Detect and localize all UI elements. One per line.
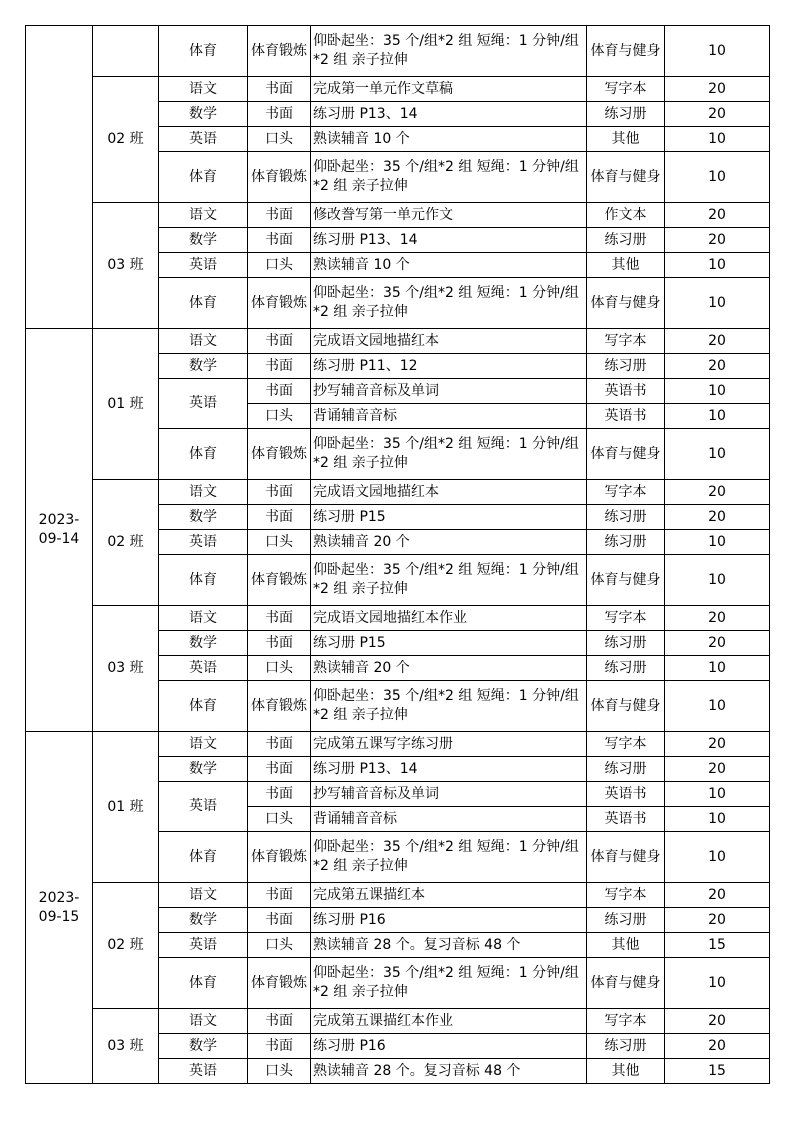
minutes-cell: 10	[665, 127, 770, 152]
minutes-cell: 20	[665, 883, 770, 908]
content-cell: 仰卧起坐：35 个/组*2 组 短绳：1 分钟/组*2 组 亲子拉伸	[311, 555, 587, 606]
type-cell: 体育锻炼	[248, 681, 311, 732]
minutes-cell: 10	[665, 379, 770, 404]
subject-cell: 体育	[159, 26, 248, 77]
type-cell: 书面	[248, 379, 311, 404]
subject-cell: 语文	[159, 203, 248, 228]
material-cell: 写字本	[587, 1009, 665, 1034]
type-cell: 书面	[248, 329, 311, 354]
type-cell: 书面	[248, 1034, 311, 1059]
minutes-cell: 20	[665, 505, 770, 530]
minutes-cell: 20	[665, 908, 770, 933]
content-cell: 背诵辅音音标	[311, 807, 587, 832]
type-cell: 口头	[248, 933, 311, 958]
table-row	[26, 77, 770, 102]
content-cell: 抄写辅音音标及单词	[311, 782, 587, 807]
material-cell: 写字本	[587, 732, 665, 757]
type-cell: 口头	[248, 127, 311, 152]
type-cell: 口头	[248, 1059, 311, 1084]
type-cell: 书面	[248, 102, 311, 127]
content-cell: 完成语文园地描红本	[311, 329, 587, 354]
content-cell: 练习册 P13、14	[311, 757, 587, 782]
subject-cell: 数学	[159, 1034, 248, 1059]
table-row	[26, 883, 770, 908]
type-cell: 书面	[248, 606, 311, 631]
material-cell: 写字本	[587, 480, 665, 505]
type-cell: 书面	[248, 908, 311, 933]
minutes-cell: 20	[665, 354, 770, 379]
subject-cell: 体育	[159, 555, 248, 606]
content-cell: 练习册 P13、14	[311, 102, 587, 127]
minutes-cell: 10	[665, 681, 770, 732]
class-cell	[93, 26, 159, 77]
date-cell	[26, 26, 93, 329]
content-cell: 仰卧起坐：35 个/组*2 组 短绳：1 分钟/组*2 组 亲子拉伸	[311, 832, 587, 883]
subject-cell: 数学	[159, 505, 248, 530]
minutes-cell: 20	[665, 1009, 770, 1034]
type-cell: 口头	[248, 656, 311, 681]
type-cell: 口头	[248, 530, 311, 555]
subject-cell: 语文	[159, 883, 248, 908]
material-cell: 练习册	[587, 505, 665, 530]
material-cell: 体育与健身	[587, 152, 665, 203]
minutes-cell: 10	[665, 782, 770, 807]
subject-cell: 英语	[159, 253, 248, 278]
material-cell: 写字本	[587, 329, 665, 354]
content-cell: 练习册 P16	[311, 1034, 587, 1059]
minutes-cell: 10	[665, 555, 770, 606]
content-cell: 仰卧起坐：35 个/组*2 组 短绳：1 分钟/组*2 组 亲子拉伸	[311, 681, 587, 732]
content-cell: 练习册 P11、12	[311, 354, 587, 379]
type-cell: 书面	[248, 883, 311, 908]
subject-cell: 语文	[159, 1009, 248, 1034]
subject-cell: 英语	[159, 1059, 248, 1084]
class-cell: 01 班	[93, 329, 159, 480]
subject-cell: 体育	[159, 958, 248, 1009]
content-cell: 熟读辅音 28 个。复习音标 48 个	[311, 933, 587, 958]
material-cell: 体育与健身	[587, 681, 665, 732]
type-cell: 书面	[248, 77, 311, 102]
content-cell: 熟读辅音 28 个。复习音标 48 个	[311, 1059, 587, 1084]
material-cell: 体育与健身	[587, 832, 665, 883]
minutes-cell: 10	[665, 807, 770, 832]
minutes-cell: 20	[665, 480, 770, 505]
minutes-cell: 20	[665, 631, 770, 656]
subject-cell: 体育	[159, 152, 248, 203]
subject-cell: 语文	[159, 77, 248, 102]
type-cell: 体育锻炼	[248, 832, 311, 883]
minutes-cell: 20	[665, 228, 770, 253]
type-cell: 书面	[248, 757, 311, 782]
material-cell: 其他	[587, 253, 665, 278]
material-cell: 练习册	[587, 757, 665, 782]
content-cell: 完成第五课描红本	[311, 883, 587, 908]
material-cell: 练习册	[587, 102, 665, 127]
material-cell: 写字本	[587, 883, 665, 908]
class-cell: 03 班	[93, 203, 159, 329]
content-cell: 仰卧起坐：35 个/组*2 组 短绳：1 分钟/组*2 组 亲子拉伸	[311, 429, 587, 480]
type-cell: 体育锻炼	[248, 555, 311, 606]
material-cell: 英语书	[587, 807, 665, 832]
subject-cell: 体育	[159, 832, 248, 883]
type-cell: 书面	[248, 782, 311, 807]
type-cell: 书面	[248, 480, 311, 505]
minutes-cell: 10	[665, 832, 770, 883]
type-cell: 体育锻炼	[248, 152, 311, 203]
content-cell: 抄写辅音音标及单词	[311, 379, 587, 404]
material-cell: 写字本	[587, 77, 665, 102]
class-cell: 02 班	[93, 480, 159, 606]
table-row	[26, 203, 770, 228]
minutes-cell: 20	[665, 606, 770, 631]
material-cell: 其他	[587, 933, 665, 958]
class-cell: 03 班	[93, 606, 159, 732]
subject-cell: 体育	[159, 429, 248, 480]
table-row	[26, 480, 770, 505]
table-row	[26, 329, 770, 354]
minutes-cell: 20	[665, 203, 770, 228]
table-row	[26, 732, 770, 757]
minutes-cell: 20	[665, 732, 770, 757]
class-cell: 02 班	[93, 77, 159, 203]
table-row	[26, 26, 770, 77]
minutes-cell: 10	[665, 253, 770, 278]
minutes-cell: 10	[665, 404, 770, 429]
type-cell: 口头	[248, 404, 311, 429]
material-cell: 体育与健身	[587, 429, 665, 480]
content-cell: 完成语文园地描红本	[311, 480, 587, 505]
material-cell: 练习册	[587, 656, 665, 681]
content-cell: 完成第一单元作文草稿	[311, 77, 587, 102]
class-cell: 02 班	[93, 883, 159, 1009]
material-cell: 体育与健身	[587, 958, 665, 1009]
type-cell: 体育锻炼	[248, 26, 311, 77]
table-row	[26, 1009, 770, 1034]
subject-cell: 语文	[159, 606, 248, 631]
subject-cell: 数学	[159, 908, 248, 933]
material-cell: 体育与健身	[587, 26, 665, 77]
subject-cell: 英语	[159, 782, 248, 832]
subject-cell: 语文	[159, 329, 248, 354]
subject-cell: 英语	[159, 127, 248, 152]
subject-cell: 英语	[159, 656, 248, 681]
subject-cell: 英语	[159, 530, 248, 555]
content-cell: 练习册 P16	[311, 908, 587, 933]
date-cell: 2023-09-14	[26, 329, 93, 732]
material-cell: 写字本	[587, 606, 665, 631]
class-cell: 01 班	[93, 732, 159, 883]
minutes-cell: 20	[665, 329, 770, 354]
content-cell: 熟读辅音 10 个	[311, 127, 587, 152]
content-cell: 仰卧起坐：35 个/组*2 组 短绳：1 分钟/组*2 组 亲子拉伸	[311, 958, 587, 1009]
material-cell: 其他	[587, 1059, 665, 1084]
material-cell: 作文本	[587, 203, 665, 228]
material-cell: 练习册	[587, 530, 665, 555]
class-cell: 03 班	[93, 1009, 159, 1084]
material-cell: 其他	[587, 127, 665, 152]
subject-cell: 英语	[159, 379, 248, 429]
table-row	[26, 606, 770, 631]
homework-table	[25, 25, 770, 1084]
material-cell: 练习册	[587, 631, 665, 656]
minutes-cell: 10	[665, 26, 770, 77]
type-cell: 书面	[248, 505, 311, 530]
minutes-cell: 10	[665, 278, 770, 329]
minutes-cell: 10	[665, 530, 770, 555]
minutes-cell: 10	[665, 152, 770, 203]
subject-cell: 语文	[159, 480, 248, 505]
type-cell: 体育锻炼	[248, 278, 311, 329]
subject-cell: 数学	[159, 102, 248, 127]
minutes-cell: 20	[665, 102, 770, 127]
content-cell: 练习册 P15	[311, 631, 587, 656]
minutes-cell: 10	[665, 958, 770, 1009]
content-cell: 熟读辅音 10 个	[311, 253, 587, 278]
date-cell: 2023-09-15	[26, 732, 93, 1084]
type-cell: 体育锻炼	[248, 958, 311, 1009]
subject-cell: 英语	[159, 933, 248, 958]
type-cell: 书面	[248, 631, 311, 656]
type-cell: 书面	[248, 354, 311, 379]
content-cell: 修改誊写第一单元作文	[311, 203, 587, 228]
content-cell: 熟读辅音 20 个	[311, 656, 587, 681]
type-cell: 书面	[248, 1009, 311, 1034]
subject-cell: 体育	[159, 681, 248, 732]
material-cell: 体育与健身	[587, 278, 665, 329]
subject-cell: 语文	[159, 732, 248, 757]
content-cell: 完成第五课描红本作业	[311, 1009, 587, 1034]
content-cell: 仰卧起坐：35 个/组*2 组 短绳：1 分钟/组*2 组 亲子拉伸	[311, 278, 587, 329]
type-cell: 口头	[248, 253, 311, 278]
content-cell: 练习册 P15	[311, 505, 587, 530]
type-cell: 书面	[248, 203, 311, 228]
content-cell: 背诵辅音音标	[311, 404, 587, 429]
subject-cell: 数学	[159, 757, 248, 782]
material-cell: 练习册	[587, 354, 665, 379]
subject-cell: 体育	[159, 278, 248, 329]
material-cell: 练习册	[587, 228, 665, 253]
minutes-cell: 20	[665, 757, 770, 782]
content-cell: 仰卧起坐：35 个/组*2 组 短绳：1 分钟/组*2 组 亲子拉伸	[311, 152, 587, 203]
content-cell: 熟读辅音 20 个	[311, 530, 587, 555]
subject-cell: 数学	[159, 631, 248, 656]
material-cell: 英语书	[587, 782, 665, 807]
subject-cell: 数学	[159, 228, 248, 253]
type-cell: 书面	[248, 732, 311, 757]
minutes-cell: 15	[665, 1059, 770, 1084]
content-cell: 练习册 P13、14	[311, 228, 587, 253]
material-cell: 英语书	[587, 379, 665, 404]
content-cell: 完成第五课写字练习册	[311, 732, 587, 757]
content-cell: 完成语文园地描红本作业	[311, 606, 587, 631]
minutes-cell: 15	[665, 933, 770, 958]
material-cell: 练习册	[587, 1034, 665, 1059]
minutes-cell: 10	[665, 429, 770, 480]
minutes-cell: 20	[665, 1034, 770, 1059]
subject-cell: 数学	[159, 354, 248, 379]
material-cell: 体育与健身	[587, 555, 665, 606]
minutes-cell: 10	[665, 656, 770, 681]
type-cell: 口头	[248, 807, 311, 832]
minutes-cell: 20	[665, 77, 770, 102]
content-cell: 仰卧起坐：35 个/组*2 组 短绳：1 分钟/组*2 组 亲子拉伸	[311, 26, 587, 77]
type-cell: 体育锻炼	[248, 429, 311, 480]
type-cell: 书面	[248, 228, 311, 253]
material-cell: 练习册	[587, 908, 665, 933]
material-cell: 英语书	[587, 404, 665, 429]
